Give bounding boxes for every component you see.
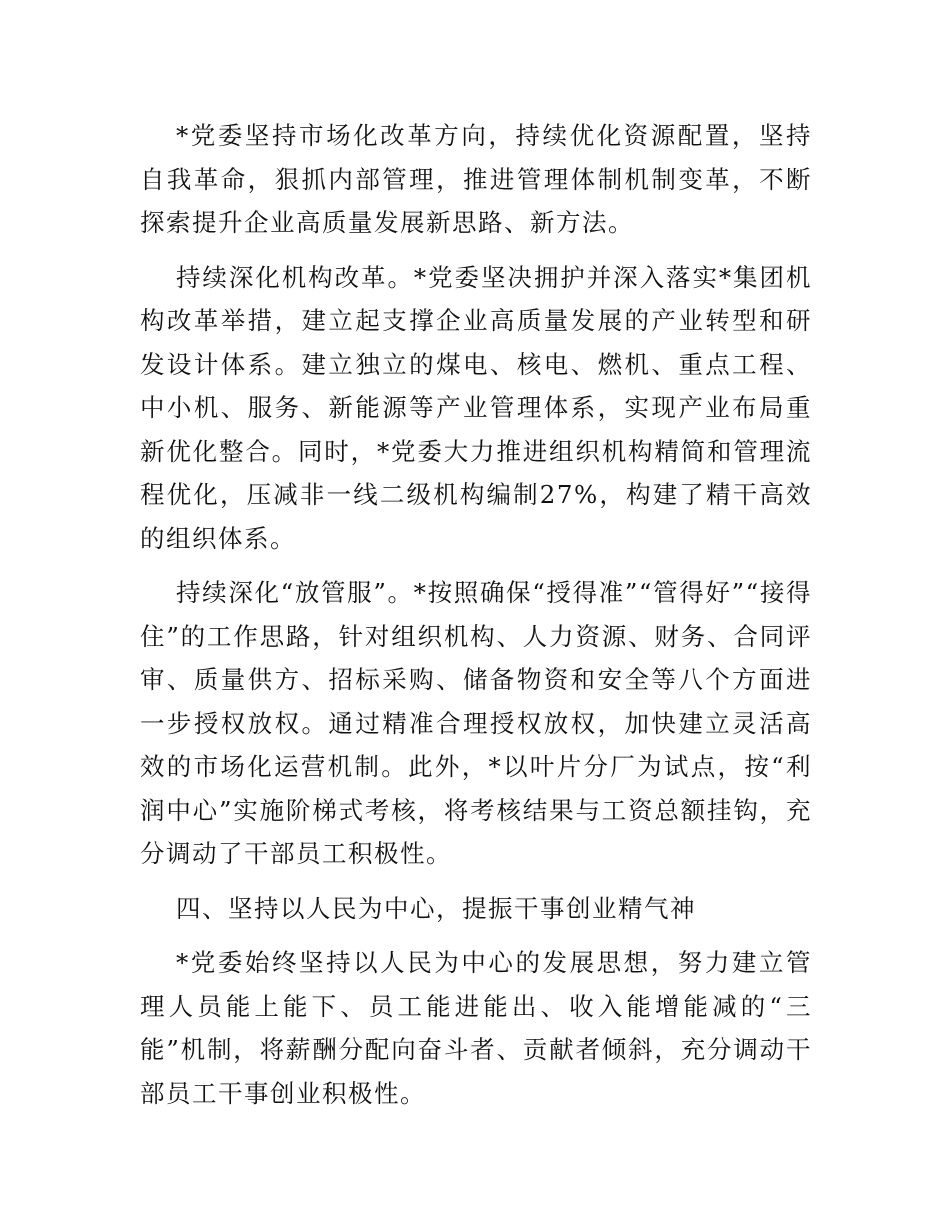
document-body [140, 114, 812, 1126]
section-heading: 四、坚持以人民为中心，提振干事创业精气神 [176, 893, 696, 923]
paragraph-institutional-reform: 持续深化机构改革。*党委坚决拥护并深入落实*集团机构改革举措，建立起支撑企业高质量发展的产业转型和研发设计体系。建立独立的煤电、核电、燃机、重点工程、中小机、服务、新能源等产业管理体系，实现产业布局重新优化整合。同时，*党委大力推进组织机构精简和管理流程优化，压减非一线二级机构编制27%，构建了精干高效的组织体系。 [140, 262, 812, 553]
paragraph-market-reform: *党委坚持市场化改革方向，持续优化资源配置，坚持自我革命，狠抓内部管理，推进管理体制机制变革，不断探索提升企业高质量发展新思路、新方法。 [140, 121, 812, 237]
paragraph-people-centered: *党委始终坚持以人民为中心的发展思想，努力建立管理人员能上能下、员工能进能出、收入能增能减的“三能”机制，将薪酬分配向奋斗者、贡献者倾斜，充分调动干部员工干事创业积极性。 [140, 948, 812, 1108]
paragraph-delegation-reform: 持续深化“放管服”。*按照确保“授得准”“管得好”“接得住”的工作思路，针对组织机构、人力资源、财务、合同评审、质量供方、招标采购、储备物资和安全等八个方面进一步授权放权。通过精准合理授权放权，加快建立灵活高效的市场化运营机制。此外，*以叶片分厂为试点，按“利润中心”实施阶梯式考核，将考核结果与工资总额挂钩，充分调动了干部员工积极性。 [140, 578, 812, 868]
